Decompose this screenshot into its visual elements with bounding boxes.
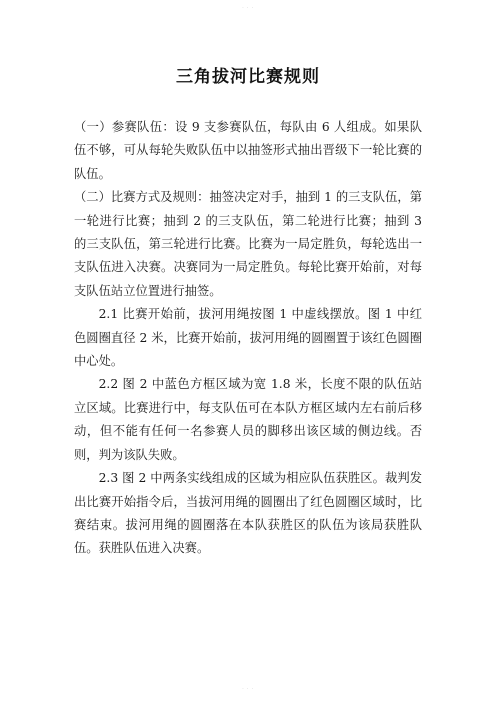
page-header-mark: · · ·	[241, 5, 255, 12]
rule-2-3: 2.3 图 2 中两条实线组成的区域为相应队伍获胜区。裁判发出比赛开始指令后，当拔河用绳的圆圈出了红色圆圈区域时，比赛结束。拔河用绳的圆圈落在本队获胜区的队伍为该局获胜队伍。获胜队伍进入决赛。	[74, 471, 422, 556]
document-title: 三角拔河比赛规则	[176, 67, 320, 87]
page-footer-mark: · · ·	[241, 686, 255, 693]
rule-2-1: 2.1 比赛开始前，拔河用绳按图 1 中虚线摆放。图 1 中红色圆圈直径 2 米，比赛开始前，拔河用绳的圆圈置于该红色圆圈中心处。	[74, 307, 422, 369]
rule-2-2: 2.2 图 2 中蓝色方框区域为宽 1.8 米，长度不限的队伍站立区域。比赛进行中，每支队伍可在本队方框区域内左右前后移动，但不能有任何一名参赛人员的脚移出该区域的侧边线。否则，判为该队失败。	[74, 377, 422, 462]
section-participants: （一）参赛队伍：设 9 支参赛队伍，每队由 6 人组成。如果队伍不够，可从每轮失败队伍中以抽签形式抽出晋级下一轮比赛的队伍。	[74, 120, 422, 181]
section-competition-rules: （二）比赛方式及规则：抽签决定对手，抽到 1 的三支队伍，第一轮进行比赛；抽到 2 的三支队伍，第二轮进行比赛；抽到 3 的三支队伍，第三轮进行比赛。比赛为一局定胜负，每轮选出一支队伍进入决赛。决赛同为一局定胜负。每轮比赛开始前，对每支队伍站立位置进行抽签。	[74, 190, 422, 298]
document-body	[74, 116, 422, 561]
